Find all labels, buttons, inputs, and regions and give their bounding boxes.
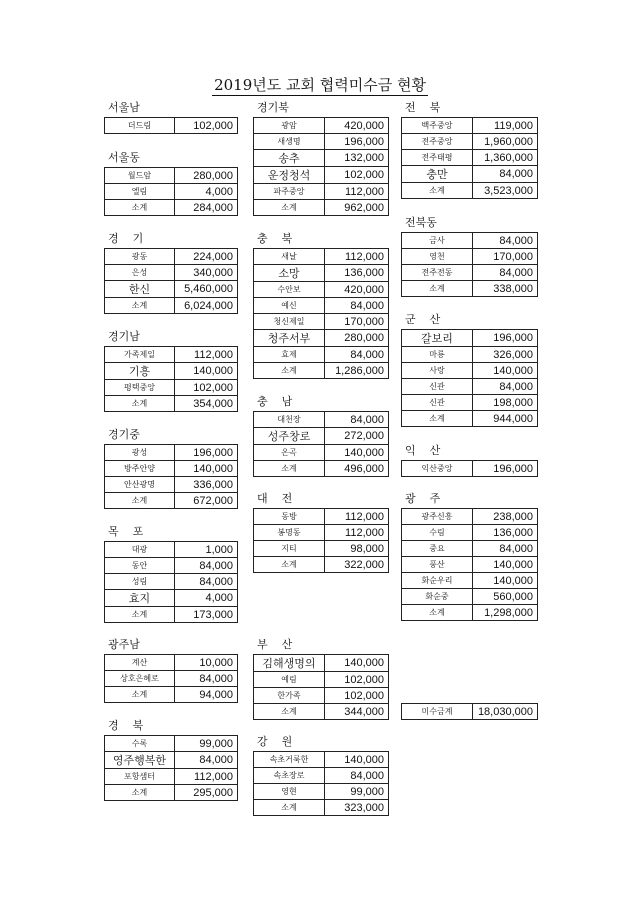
region-title: 군 산	[405, 313, 441, 326]
amount: 98,000	[325, 541, 389, 557]
region-table	[104, 735, 238, 801]
region-title: 전 북	[405, 101, 441, 114]
table-row	[254, 249, 389, 265]
amount: 196,000	[473, 461, 538, 477]
church-name: 가족제일	[105, 347, 175, 363]
church-name: 성주창로	[254, 428, 325, 445]
church-name: 소계	[254, 557, 325, 573]
table-row	[254, 541, 389, 557]
church-name: 운정청석	[254, 167, 325, 184]
amount: 196,000	[175, 445, 238, 461]
church-name: 소망	[254, 265, 325, 282]
subtotal-row	[254, 704, 389, 720]
church-name: 신관	[402, 379, 473, 395]
region-table	[104, 167, 238, 216]
table-row	[254, 134, 389, 150]
church-name: 소계	[105, 396, 175, 412]
region-title: 부 산	[257, 638, 293, 651]
subtotal-row	[254, 200, 389, 216]
amount: 170,000	[473, 249, 538, 265]
subtotal-row	[105, 298, 238, 314]
church-name: 새날	[254, 249, 325, 265]
table-row	[105, 655, 238, 671]
amount: 1,286,000	[325, 363, 389, 379]
church-name: 소계	[105, 493, 175, 509]
amount: 102,000	[175, 118, 238, 134]
table-row	[254, 768, 389, 784]
church-name: 청신제일	[254, 314, 325, 330]
amount: 84,000	[473, 233, 538, 249]
table-row	[254, 412, 389, 428]
table-row	[105, 590, 238, 607]
amount: 140,000	[175, 363, 238, 380]
table-row	[402, 363, 538, 379]
amount: 84,000	[175, 574, 238, 590]
table-row	[105, 281, 238, 298]
church-name: 익산중앙	[402, 461, 473, 477]
table-row	[254, 298, 389, 314]
amount: 102,000	[325, 688, 389, 704]
subtotal-row	[105, 493, 238, 509]
church-name: 엘림	[105, 184, 175, 200]
church-name: 마룡	[402, 347, 473, 363]
church-name: 동안	[105, 558, 175, 574]
amount: 1,000	[175, 542, 238, 558]
amount: 112,000	[325, 184, 389, 200]
table-row	[254, 167, 389, 184]
table-row	[254, 428, 389, 445]
church-name: 상호은혜로	[105, 671, 175, 687]
table-row	[105, 461, 238, 477]
table-row	[105, 118, 238, 134]
amount: 1,298,000	[473, 605, 538, 621]
region-title: 대 전	[257, 492, 293, 505]
amount: 99,000	[325, 784, 389, 800]
subtotal-row	[402, 183, 538, 199]
amount: 280,000	[175, 168, 238, 184]
table-row	[254, 118, 389, 134]
region-table	[401, 703, 538, 720]
amount: 173,000	[175, 607, 238, 623]
region-title: 목 포	[108, 525, 144, 538]
amount: 6,024,000	[175, 298, 238, 314]
table-row	[402, 379, 538, 395]
subtotal-row	[105, 200, 238, 216]
church-name: 지티	[254, 541, 325, 557]
church-name: 대천장	[254, 412, 325, 428]
region-table	[401, 329, 538, 427]
region-title: 경기남	[108, 330, 140, 343]
region-title: 충 남	[257, 395, 293, 408]
church-name: 광주신흥	[402, 509, 473, 525]
region-title: 서울남	[108, 101, 140, 114]
table-row	[402, 573, 538, 589]
table-row	[105, 168, 238, 184]
amount: 112,000	[325, 249, 389, 265]
amount: 420,000	[325, 118, 389, 134]
amount: 140,000	[175, 461, 238, 477]
church-name: 한가족	[254, 688, 325, 704]
subtotal-row	[402, 605, 538, 621]
amount: 136,000	[473, 525, 538, 541]
amount: 84,000	[473, 265, 538, 281]
church-name: 월드암	[105, 168, 175, 184]
church-name: 소계	[254, 200, 325, 216]
church-name: 더드림	[105, 118, 175, 134]
amount: 84,000	[325, 347, 389, 363]
amount: 340,000	[175, 265, 238, 281]
table-row	[105, 184, 238, 200]
church-name: 풍산	[402, 557, 473, 573]
table-row	[254, 330, 389, 347]
amount: 140,000	[473, 557, 538, 573]
amount: 84,000	[175, 558, 238, 574]
amount: 354,000	[175, 396, 238, 412]
amount: 94,000	[175, 687, 238, 703]
amount: 196,000	[473, 330, 538, 347]
amount: 84,000	[325, 768, 389, 784]
table-row	[402, 118, 538, 134]
amount: 84,000	[473, 166, 538, 183]
region-title: 경기북	[257, 101, 289, 114]
amount: 112,000	[175, 347, 238, 363]
amount: 170,000	[325, 314, 389, 330]
amount: 140,000	[325, 752, 389, 768]
region-table	[401, 232, 538, 297]
subtotal-row	[254, 557, 389, 573]
region-title: 충 북	[257, 232, 293, 245]
table-row	[105, 769, 238, 785]
subtotal-row	[402, 411, 538, 427]
table-row	[105, 752, 238, 769]
region-title: 경 기	[108, 232, 144, 245]
table-row	[254, 525, 389, 541]
church-name: 소계	[402, 281, 473, 297]
amount: 1,960,000	[473, 134, 538, 150]
subtotal-row	[105, 607, 238, 623]
church-name: 광동	[105, 249, 175, 265]
table-row	[105, 265, 238, 281]
amount: 99,000	[175, 736, 238, 752]
church-name: 백주중앙	[402, 118, 473, 134]
amount: 962,000	[325, 200, 389, 216]
table-row	[105, 574, 238, 590]
church-name: 전주중앙	[402, 134, 473, 150]
region-table	[253, 411, 389, 477]
church-name: 영주행복한	[105, 752, 175, 769]
region-table	[104, 444, 238, 509]
church-name: 갈보리	[402, 330, 473, 347]
amount: 84,000	[325, 412, 389, 428]
church-name: 사랑	[402, 363, 473, 379]
table-row	[402, 557, 538, 573]
region-table	[104, 248, 238, 314]
church-name: 계산	[105, 655, 175, 671]
church-name: 소계	[402, 183, 473, 199]
table-row	[105, 542, 238, 558]
amount: 224,000	[175, 249, 238, 265]
table-row	[105, 363, 238, 380]
region-title: 강 원	[257, 735, 293, 748]
church-name: 예림	[254, 672, 325, 688]
table-row	[402, 541, 538, 557]
amount: 136,000	[325, 265, 389, 282]
amount: 284,000	[175, 200, 238, 216]
amount: 496,000	[325, 461, 389, 477]
table-row	[402, 166, 538, 183]
table-row	[105, 347, 238, 363]
church-name: 효지	[105, 590, 175, 607]
amount: 102,000	[325, 167, 389, 184]
table-row	[105, 477, 238, 493]
amount: 198,000	[473, 395, 538, 411]
amount: 560,000	[473, 589, 538, 605]
region-title: 경기중	[108, 428, 140, 441]
amount: 140,000	[325, 655, 389, 672]
church-name: 소계	[402, 411, 473, 427]
church-name: 소계	[105, 687, 175, 703]
amount: 336,000	[175, 477, 238, 493]
table-row	[402, 395, 538, 411]
region-table	[104, 654, 238, 703]
table-row	[105, 249, 238, 265]
church-name: 화순우리	[402, 573, 473, 589]
table-row	[254, 655, 389, 672]
church-name: 평택중앙	[105, 380, 175, 396]
amount: 323,000	[325, 800, 389, 816]
church-name: 청주서부	[254, 330, 325, 347]
table-row	[254, 150, 389, 167]
region-table	[253, 248, 389, 379]
amount: 322,000	[325, 557, 389, 573]
church-name: 영천	[402, 249, 473, 265]
subtotal-row	[402, 281, 538, 297]
amount: 295,000	[175, 785, 238, 801]
amount: 672,000	[175, 493, 238, 509]
table-row	[254, 672, 389, 688]
region-title: 익 산	[405, 444, 441, 457]
table-row	[105, 380, 238, 396]
table-row	[254, 314, 389, 330]
table-row	[254, 688, 389, 704]
church-name: 광암	[254, 118, 325, 134]
church-name: 은성	[105, 265, 175, 281]
table-row	[402, 330, 538, 347]
amount: 5,460,000	[175, 281, 238, 298]
amount: 4,000	[175, 184, 238, 200]
church-name: 봉명동	[254, 525, 325, 541]
amount: 238,000	[473, 509, 538, 525]
region-table	[401, 460, 538, 477]
amount: 326,000	[473, 347, 538, 363]
church-name: 새생명	[254, 134, 325, 150]
amount: 84,000	[325, 298, 389, 314]
church-name: 중요	[402, 541, 473, 557]
church-name: 포항샘터	[105, 769, 175, 785]
amount: 140,000	[473, 363, 538, 379]
church-name: 충만	[402, 166, 473, 183]
region-table	[401, 117, 538, 199]
table-row	[254, 445, 389, 461]
table-row	[402, 134, 538, 150]
amount: 344,000	[325, 704, 389, 720]
church-name: 미수금계	[402, 704, 473, 720]
church-name: 송추	[254, 150, 325, 167]
church-name: 방주안양	[105, 461, 175, 477]
region-title: 서울동	[108, 151, 140, 164]
church-name: 화순중	[402, 589, 473, 605]
region-table	[104, 117, 238, 134]
church-name: 수록	[105, 736, 175, 752]
church-name: 신관	[402, 395, 473, 411]
amount: 84,000	[473, 541, 538, 557]
region-table	[104, 541, 238, 623]
table-row	[254, 509, 389, 525]
amount: 3,523,000	[473, 183, 538, 199]
region-table	[253, 751, 389, 816]
region-table	[401, 508, 538, 621]
amount: 280,000	[325, 330, 389, 347]
table-row	[105, 671, 238, 687]
region-title: 광 주	[405, 492, 441, 505]
church-name: 예신	[254, 298, 325, 314]
amount: 84,000	[175, 671, 238, 687]
church-name: 기흥	[105, 363, 175, 380]
table-row	[402, 150, 538, 166]
subtotal-row	[254, 363, 389, 379]
church-name: 속초거룩한	[254, 752, 325, 768]
church-name: 소계	[254, 704, 325, 720]
subtotal-row	[105, 396, 238, 412]
church-name: 소계	[105, 607, 175, 623]
church-name: 대광	[105, 542, 175, 558]
church-name: 효제	[254, 347, 325, 363]
region-table	[253, 508, 389, 573]
church-name: 수안보	[254, 282, 325, 298]
amount: 119,000	[473, 118, 538, 134]
subtotal-row	[105, 785, 238, 801]
amount: 18,030,000	[473, 704, 538, 720]
page-title: 2019년도 교회 협력미수금 현황	[214, 76, 426, 94]
church-name: 온곡	[254, 445, 325, 461]
church-name: 전주전동	[402, 265, 473, 281]
church-name: 소계	[105, 200, 175, 216]
region-title: 경 북	[108, 719, 144, 732]
church-name: 영현	[254, 784, 325, 800]
church-name: 소계	[254, 363, 325, 379]
church-name: 소계	[402, 605, 473, 621]
table-row	[254, 752, 389, 768]
region-table	[253, 654, 389, 720]
table-row	[254, 282, 389, 298]
table-row	[254, 184, 389, 200]
amount: 84,000	[473, 379, 538, 395]
table-row	[402, 265, 538, 281]
church-name: 김해생명의	[254, 655, 325, 672]
table-row	[254, 265, 389, 282]
amount: 112,000	[175, 769, 238, 785]
table-row	[105, 445, 238, 461]
church-name: 수림	[402, 525, 473, 541]
subtotal-row	[105, 687, 238, 703]
amount: 1,360,000	[473, 150, 538, 166]
church-name: 속초장로	[254, 768, 325, 784]
amount: 140,000	[325, 445, 389, 461]
table-row	[402, 461, 538, 477]
amount: 420,000	[325, 282, 389, 298]
subtotal-row	[254, 800, 389, 816]
church-name: 소계	[254, 461, 325, 477]
amount: 4,000	[175, 590, 238, 607]
table-row	[105, 736, 238, 752]
church-name: 한신	[105, 281, 175, 298]
table-row	[402, 233, 538, 249]
church-name: 성림	[105, 574, 175, 590]
table-row	[402, 589, 538, 605]
amount: 338,000	[473, 281, 538, 297]
grand-total-row	[402, 704, 538, 720]
region-title: 광주남	[108, 638, 140, 651]
amount: 102,000	[175, 380, 238, 396]
subtotal-row	[254, 461, 389, 477]
amount: 10,000	[175, 655, 238, 671]
amount: 112,000	[325, 525, 389, 541]
region-table	[104, 346, 238, 412]
table-row	[402, 525, 538, 541]
church-name: 파주중앙	[254, 184, 325, 200]
amount: 132,000	[325, 150, 389, 167]
church-name: 동방	[254, 509, 325, 525]
table-row	[402, 509, 538, 525]
region-table	[253, 117, 389, 216]
church-name: 전주태평	[402, 150, 473, 166]
table-row	[402, 347, 538, 363]
table-row	[105, 558, 238, 574]
table-row	[254, 347, 389, 363]
table-row	[402, 249, 538, 265]
church-name: 소계	[105, 785, 175, 801]
church-name: 소계	[105, 298, 175, 314]
region-title: 전북동	[405, 216, 437, 229]
church-name: 금사	[402, 233, 473, 249]
amount: 112,000	[325, 509, 389, 525]
church-name: 안산광명	[105, 477, 175, 493]
amount: 272,000	[325, 428, 389, 445]
amount: 84,000	[175, 752, 238, 769]
amount: 102,000	[325, 672, 389, 688]
church-name: 광성	[105, 445, 175, 461]
amount: 196,000	[325, 134, 389, 150]
table-row	[254, 784, 389, 800]
amount: 944,000	[473, 411, 538, 427]
amount: 140,000	[473, 573, 538, 589]
church-name: 소계	[254, 800, 325, 816]
